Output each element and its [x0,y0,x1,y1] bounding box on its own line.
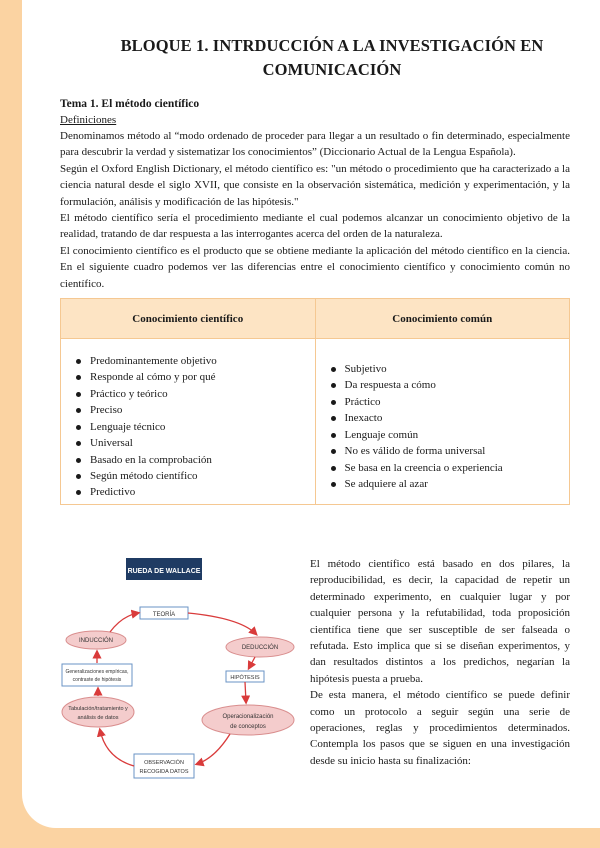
node-observacion-line2: RECOGIDA DATOS [139,769,189,775]
arrow-observacion-tabulacion [100,730,134,766]
arrow-operacionalizacion-observacion [197,734,230,764]
list-item: Da respuesta a cómo [331,377,570,393]
list-item: Basado en la comprobación [76,452,315,468]
list-item: Lenguaje común [331,427,570,443]
list-item: Responde al cómo y por qué [76,369,315,385]
paragraph-pillars: El método científico está basado en dos pilares, la reproducibilidad, es decir, la capacidad de repetir un determinado experimento, en cualquier lugar y por cualquier persona y la refutabilidad, toda proposición científica tiene que ser susceptible de ser falseada o refutada. Esto implica que si se diseñan experimentos, y dan resultados distintos a los predichos, negarían la hipótesis puesta a prueba. [310,558,570,685]
list-item: No es válido de forma universal [331,443,570,459]
lower-section [60,552,570,792]
list-item: Preciso [76,402,315,418]
paragraph-protocol: De esta manera, el método científico se puede definir como un protocolo a seguir según una serie de operaciones, reglas y procedimientos determinados. Contempla los pasos que se siguen en una investigación desde su inicio hasta su finalización: [310,689,570,767]
table-header-common: Conocimiento común [315,299,570,339]
node-tabulacion-line2: análisis de datos [77,715,119,721]
wallace-wheel-svg [60,552,296,792]
paragraph-scientific-method: El método científico sería el procedimiento mediante el cual podemos alcanzar un conocimiento objetivo de la realidad, tratando de dar respuesta a las interrogantes acerca del orden de la naturaleza. [60,212,570,241]
node-hipotesis: HIPÓTESIS [230,675,260,681]
paragraph-definition-dictionary: Denominamos método al “modo ordenado de proceder para llegar a un resultado o fin determinado, especialmente para descubrir la verdad y sistematizar los conocimientos” (Diccionario Actual de la Lengua Española). [60,130,570,159]
common-knowledge-cell [315,339,570,505]
arrow-induccion-teoria [110,613,138,632]
list-item: Práctico [331,394,570,410]
list-item: Inexacto [331,410,570,426]
node-generalizaciones-line1: Generalizaciones empíricas, [65,669,129,675]
comparison-table [60,298,570,505]
arrow-hipotesis-operacionalizacion [245,682,246,702]
node-tabulacion-line1: Tabulación/tratamiento y [68,706,128,712]
node-operacionalizacion-line2: de conceptos [230,724,266,730]
node-generalizaciones-line2: contraste de hipótesis [72,677,122,683]
topic-heading: Tema 1. El método científico [60,98,200,110]
table-header-scientific: Conocimiento científico [61,299,316,339]
list-item: Predictivo [76,484,315,500]
side-text-column [310,556,570,769]
node-deduccion: DEDUCCIÓN [241,645,279,651]
paragraph-oxford-definition: Según el Oxford English Dictionary, el método científico es: "un método o procedimiento que ha caracterizado a la ciencia natural desde el siglo XVII, que consiste en la observación sistemática, medición y experimentación, y la formulación, análisis y modificación de las hipótesis." [60,162,570,208]
diagram-title: RUEDA DE WALLACE [127,568,201,575]
paragraph-scientific-knowledge: El conocimiento científico es el producto que se obtiene mediante la aplicación del método científico en la ciencia. En el siguiente cuadro podemos ver las diferencias entre el conocimiento científico y conocimiento común no científico. [60,244,570,290]
node-observacion-line1: OBSERVACIÓN [144,760,184,766]
list-item: Lenguaje técnico [76,419,315,435]
list-item: Universal [76,435,315,451]
definitions-subheading: Definiciones [60,114,117,126]
node-operacionalizacion-line1: Operacionalización [222,714,274,720]
list-item: Según método científico [76,468,315,484]
scientific-knowledge-list [61,339,315,501]
page-title: BLOQUE 1. INTRDUCCIÓN A LA INVESTIGACIÓN EN COMUNICACIÓN [120,36,544,79]
list-item: Se basa en la creencia o experiencia [331,460,570,476]
document-content [60,34,570,505]
arrow-teoria-deduccion [188,613,256,634]
list-item: Práctico y teórico [76,386,315,402]
arrow-deduccion-hipotesis [249,657,255,668]
common-knowledge-list [316,339,570,492]
wallace-wheel-diagram [60,552,296,792]
node-induccion: INDUCCIÓN [79,638,113,644]
node-teoria: TEORÍA [152,612,176,618]
list-item: Se adquiere al azar [331,476,570,492]
node-operacionalizacion-ellipse [202,705,294,735]
list-item: Subjetivo [331,361,570,377]
list-item: Predominantemente objetivo [76,353,315,369]
scientific-knowledge-cell [61,339,316,505]
node-tabulacion-ellipse [62,697,134,727]
